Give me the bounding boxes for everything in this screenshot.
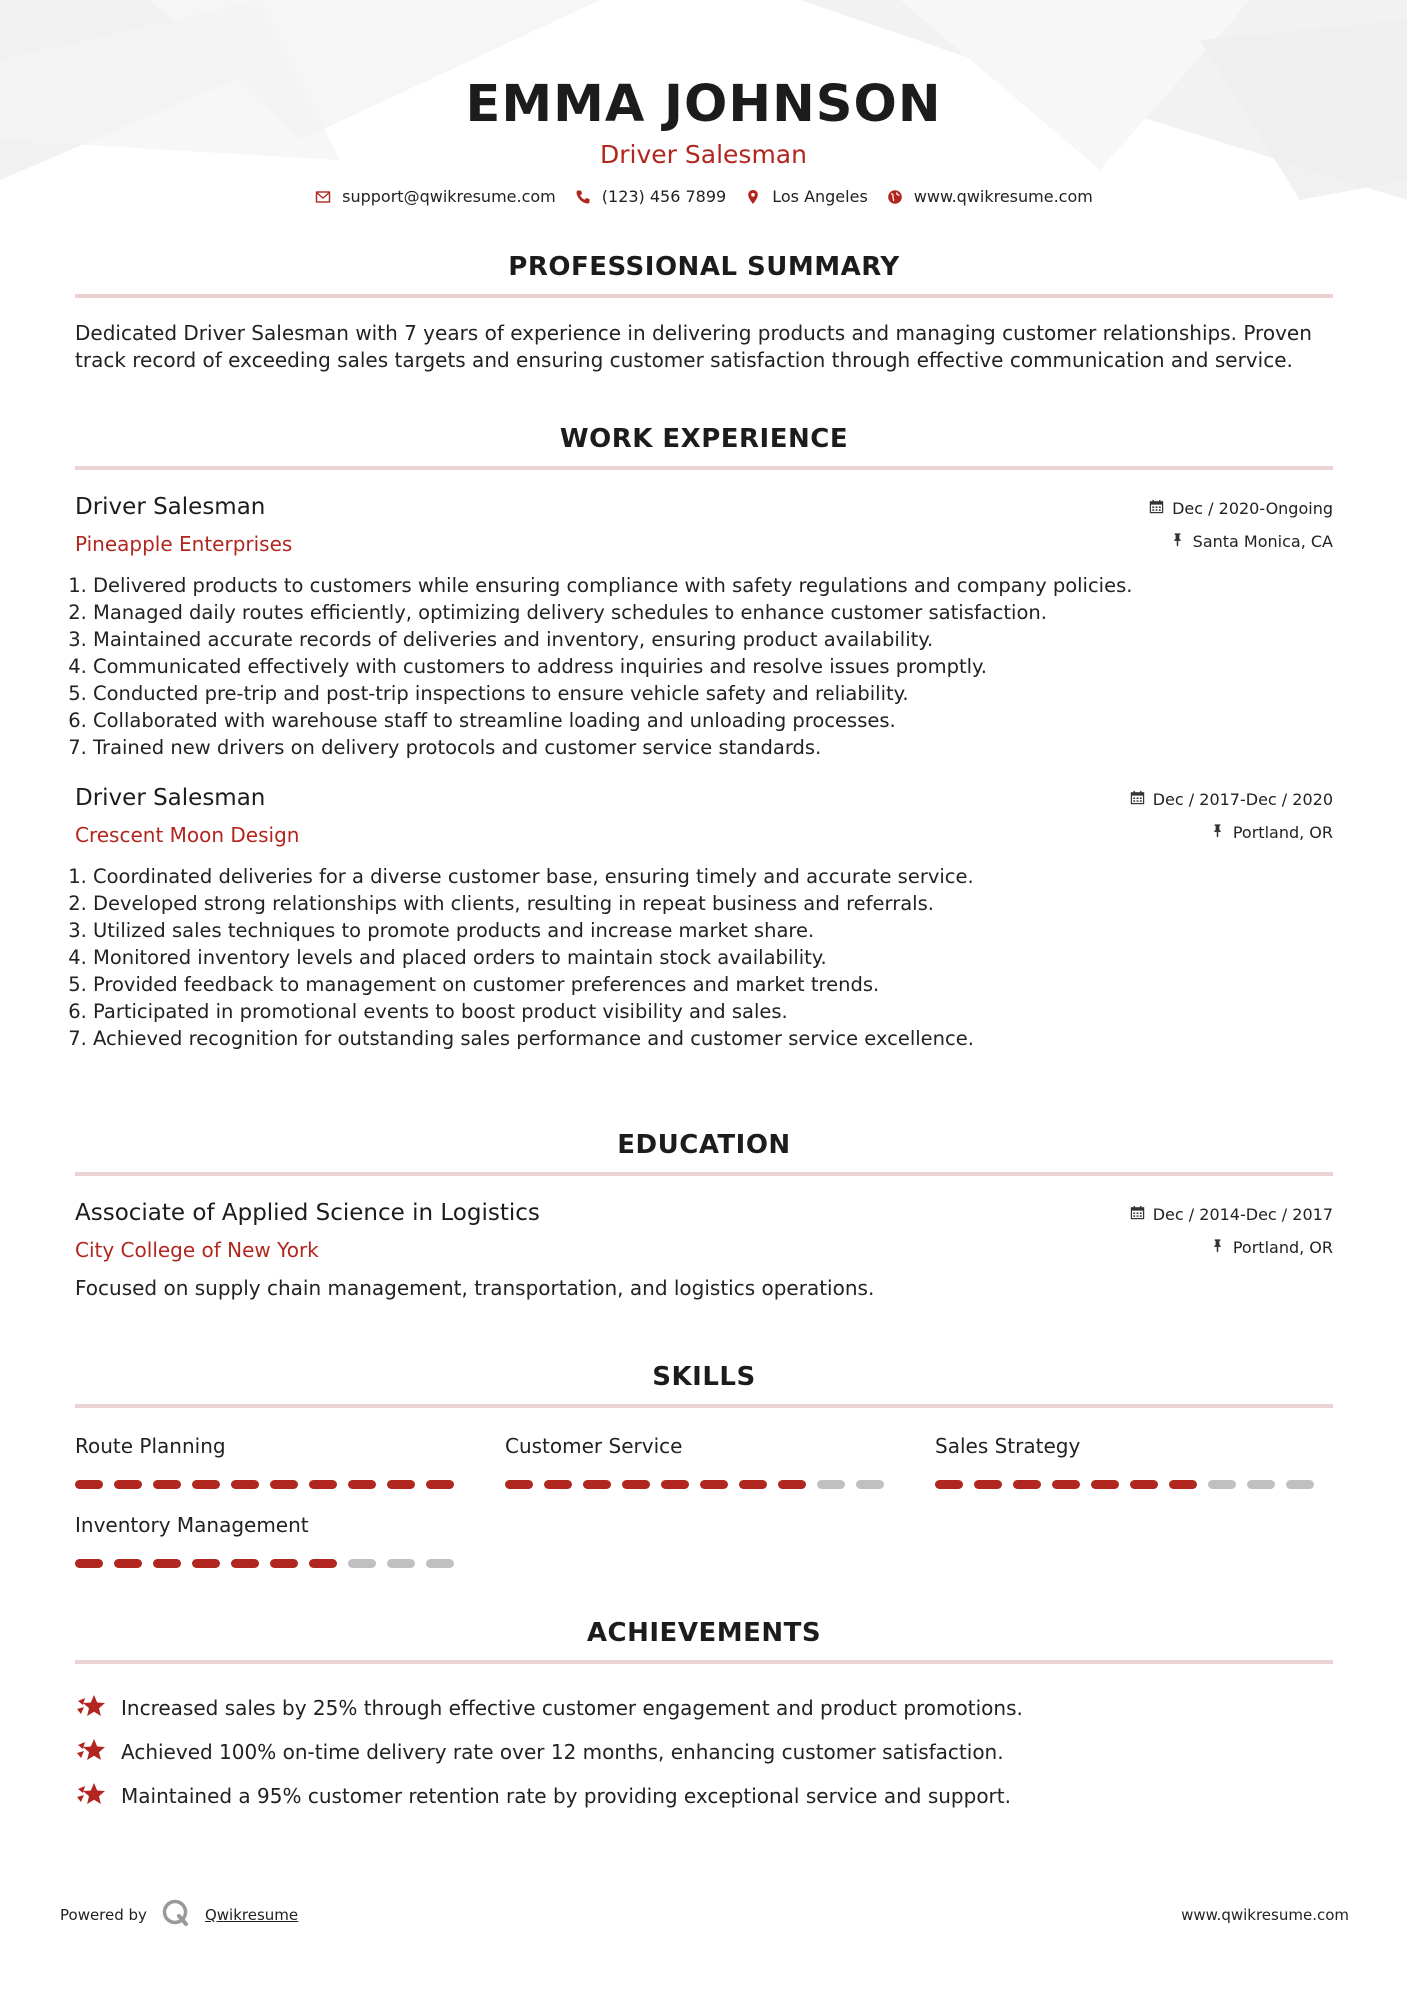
education-section: [75, 1130, 1333, 1300]
list-item: 2. Managed daily routes efficiently, optimizing delivery schedules to enhance customer satisfaction.: [93, 599, 1333, 626]
skill-dot-filled: [270, 1480, 298, 1489]
list-item: 7. Trained new drivers on delivery protocols and customer service standards.: [93, 734, 1333, 761]
education-description: Focused on supply chain management, transportation, and logistics operations.: [75, 1276, 875, 1300]
education-entry: [75, 1200, 1333, 1300]
skill-dot-filled: [778, 1480, 806, 1489]
skill-name: Route Planning: [75, 1434, 226, 1458]
summary-section: [75, 252, 1333, 374]
achievement-item: [75, 1730, 1333, 1774]
qwikresume-link[interactable]: Qwikresume: [204, 1906, 299, 1924]
skill-dot-filled: [270, 1559, 298, 1568]
envelope-icon: [314, 188, 332, 206]
skill-dot-filled: [348, 1480, 376, 1489]
email-text: support@qwikresume.com: [342, 187, 556, 206]
achievement-item: [75, 1686, 1333, 1730]
contact-phone[interactable]: [574, 187, 726, 206]
skill-dot-filled: [75, 1480, 103, 1489]
skill-dot-filled: [192, 1480, 220, 1489]
contact-location: [744, 187, 868, 206]
footer: [60, 1898, 1349, 1932]
resume-header: [0, 0, 1407, 206]
skill-dot-empty: [426, 1559, 454, 1568]
website-text: www.qwikresume.com: [913, 187, 1093, 206]
skill-dot-filled: [1130, 1480, 1158, 1489]
job-dates: Dec / 2017-Dec / 2020: [1152, 789, 1333, 809]
skill-level-bar: [75, 1480, 505, 1489]
list-item: 1. Coordinated deliveries for a diverse customer base, ensuring timely and accurate service.: [93, 863, 1333, 890]
skill-level-bar: [505, 1480, 935, 1489]
job-title: Driver Salesman: [75, 494, 266, 520]
achievement-text: Increased sales by 25% through effective customer engagement and product promotions.: [121, 1696, 1023, 1720]
job-title: Driver Salesman: [75, 785, 266, 811]
list-item: 6. Collaborated with warehouse staff to streamline loading and unloading processes.: [93, 707, 1333, 734]
list-item: 2. Developed strong relationships with clients, resulting in repeat business and referrals.: [93, 890, 1333, 917]
achievement-text: Achieved 100% on-time delivery rate over 12 months, enhancing customer satisfaction.: [121, 1740, 1004, 1764]
skill-dot-empty: [1286, 1480, 1314, 1489]
list-item: 1. Delivered products to customers while ensuring compliance with safety regulations and company policies.: [93, 572, 1333, 599]
list-item: 3. Utilized sales techniques to promote products and increase market share.: [93, 917, 1333, 944]
skill-dot-filled: [231, 1559, 259, 1568]
skills-section: [75, 1362, 1333, 1568]
experience-section: [75, 424, 1333, 1052]
job-meta: [1130, 787, 1333, 844]
candidate-role: Driver Salesman: [600, 140, 807, 169]
job-company: Crescent Moon Design: [75, 823, 300, 847]
skill-dot-filled: [544, 1480, 572, 1489]
star-badge-icon: [75, 1692, 107, 1725]
calendar-icon: [1149, 499, 1164, 518]
skill-item: [75, 1434, 505, 1489]
skill-dot-filled: [309, 1559, 337, 1568]
summary-text: Dedicated Driver Salesman with 7 years of experience in delivering products and managing customer relationships. Proven track record of exceeding sales targets and ensuring customer satisfaction through effective communication and service.: [75, 321, 1312, 372]
candidate-name: EMMA JOHNSON: [465, 75, 942, 134]
skill-name: Inventory Management: [75, 1513, 309, 1537]
skill-dot-filled: [700, 1480, 728, 1489]
map-pin-icon: [744, 188, 762, 206]
skills-heading: SKILLS: [75, 1362, 1333, 1408]
experience-heading: WORK EXPERIENCE: [75, 424, 1333, 470]
list-item: 5. Conducted pre-trip and post-trip inspections to ensure vehicle safety and reliability.: [93, 680, 1333, 707]
skill-item: [75, 1513, 505, 1568]
achievement-item: [75, 1774, 1333, 1818]
skill-dot-filled: [114, 1480, 142, 1489]
location-text: Los Angeles: [772, 187, 868, 206]
job-location: Portland, OR: [1232, 822, 1333, 842]
skill-dot-filled: [583, 1480, 611, 1489]
skill-dot-filled: [309, 1480, 337, 1489]
education-dates: Dec / 2014-Dec / 2017: [1152, 1204, 1333, 1224]
list-item: 5. Provided feedback to management on customer preferences and market trends.: [93, 971, 1333, 998]
skill-dot-filled: [231, 1480, 259, 1489]
skills-grid: [75, 1434, 1333, 1568]
job-dates: Dec / 2020-Ongoing: [1172, 498, 1333, 518]
skill-level-bar: [75, 1559, 505, 1568]
skill-dot-filled: [192, 1559, 220, 1568]
job-bullets: [75, 572, 1333, 761]
list-item: 4. Monitored inventory levels and placed orders to maintain stock availability.: [93, 944, 1333, 971]
skill-dot-filled: [387, 1480, 415, 1489]
skill-dot-filled: [661, 1480, 689, 1489]
skill-dot-empty: [387, 1559, 415, 1568]
pushpin-icon: [1210, 1238, 1225, 1257]
education-location: Portland, OR: [1232, 1237, 1333, 1257]
list-item: 6. Participated in promotional events to boost product visibility and sales.: [93, 998, 1333, 1025]
skill-dot-empty: [348, 1559, 376, 1568]
job-company: Pineapple Enterprises: [75, 532, 293, 556]
education-heading: EDUCATION: [75, 1130, 1333, 1176]
skill-dot-filled: [153, 1480, 181, 1489]
skill-dot-empty: [1208, 1480, 1236, 1489]
job-location: Santa Monica, CA: [1192, 531, 1333, 551]
skill-dot-filled: [935, 1480, 963, 1489]
skill-dot-empty: [856, 1480, 884, 1489]
skill-dot-filled: [1013, 1480, 1041, 1489]
skill-name: Customer Service: [505, 1434, 683, 1458]
skill-dot-filled: [1169, 1480, 1197, 1489]
star-badge-icon: [75, 1780, 107, 1813]
powered-by: [60, 1898, 298, 1932]
skill-dot-filled: [739, 1480, 767, 1489]
calendar-icon: [1130, 1205, 1145, 1224]
achievement-text: Maintained a 95% customer retention rate by providing exceptional service and support.: [121, 1784, 1011, 1808]
education-meta: [1130, 1202, 1333, 1259]
skill-dot-filled: [974, 1480, 1002, 1489]
list-item: 4. Communicated effectively with customers to address inquiries and resolve issues promptly.: [93, 653, 1333, 680]
skill-level-bar: [935, 1480, 1333, 1489]
skill-dot-filled: [75, 1559, 103, 1568]
list-item: 7. Achieved recognition for outstanding sales performance and customer service excellence.: [93, 1025, 1333, 1052]
list-item: 3. Maintained accurate records of deliveries and inventory, ensuring product availability.: [93, 626, 1333, 653]
skill-dot-filled: [622, 1480, 650, 1489]
contact-email[interactable]: [314, 187, 556, 206]
footer-website[interactable]: www.qwikresume.com: [1181, 1906, 1349, 1924]
pushpin-icon: [1170, 532, 1185, 551]
skill-dot-filled: [1091, 1480, 1119, 1489]
skill-item: [505, 1434, 935, 1489]
phone-text: (123) 456 7899: [601, 187, 727, 206]
skill-dot-filled: [426, 1480, 454, 1489]
job-entry: [75, 785, 1333, 1052]
job-bullets: [75, 863, 1333, 1052]
achievements-section: [75, 1618, 1333, 1818]
achievements-list: [75, 1686, 1333, 1818]
skill-dot-filled: [505, 1480, 533, 1489]
degree-title: Associate of Applied Science in Logistics: [75, 1200, 540, 1226]
skill-dot-filled: [114, 1559, 142, 1568]
contact-website[interactable]: [886, 187, 1093, 206]
calendar-icon: [1130, 790, 1145, 809]
school-name: City College of New York: [75, 1238, 319, 1262]
powered-by-label: Powered by: [60, 1906, 147, 1924]
qwikresume-logo-icon: [161, 1898, 191, 1932]
skill-dot-filled: [153, 1559, 181, 1568]
skill-item: [935, 1434, 1333, 1489]
contact-bar: [0, 187, 1407, 206]
job-entry: [75, 494, 1333, 761]
skill-dot-empty: [1247, 1480, 1275, 1489]
globe-icon: [886, 188, 904, 206]
pushpin-icon: [1210, 823, 1225, 842]
summary-heading: PROFESSIONAL SUMMARY: [75, 252, 1333, 298]
skill-dot-empty: [817, 1480, 845, 1489]
star-badge-icon: [75, 1736, 107, 1769]
skill-name: Sales Strategy: [935, 1434, 1081, 1458]
achievements-heading: ACHIEVEMENTS: [75, 1618, 1333, 1664]
job-meta: [1149, 496, 1333, 553]
skill-dot-filled: [1052, 1480, 1080, 1489]
phone-icon: [574, 188, 592, 206]
